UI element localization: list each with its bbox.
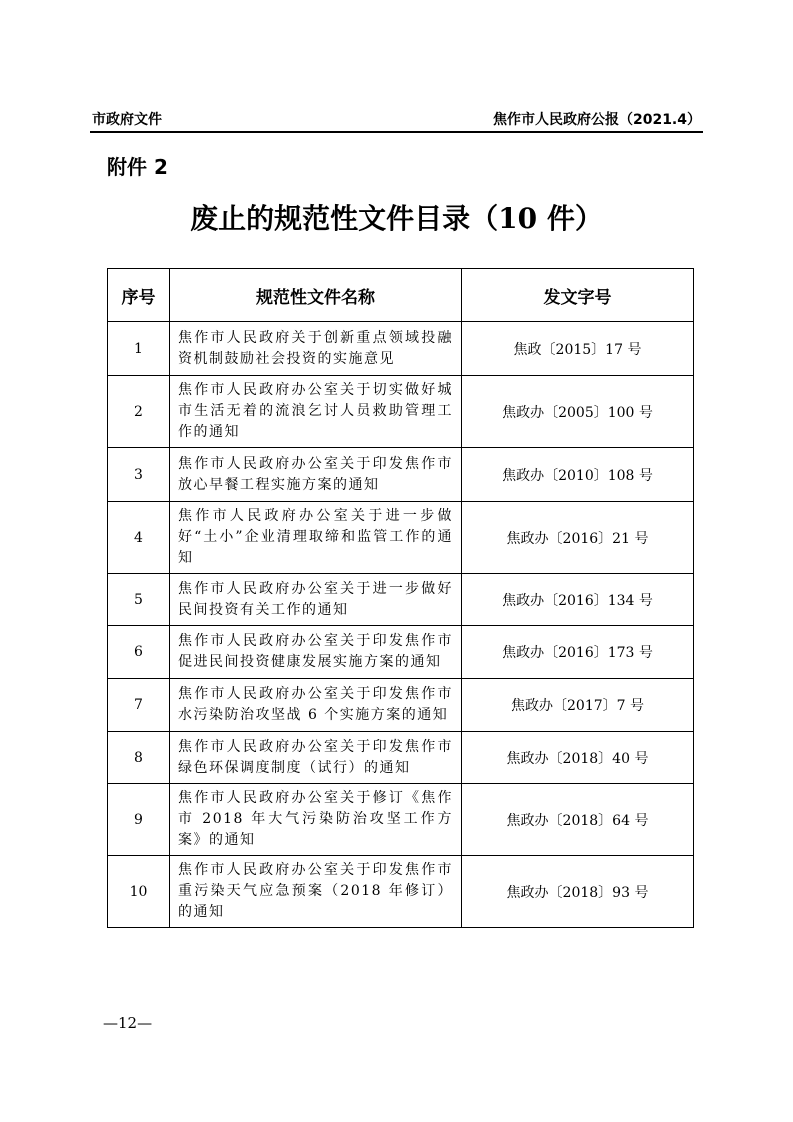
page-number: —12—: [103, 1014, 153, 1032]
document-number: 焦政办〔2016〕173 号: [462, 626, 694, 679]
table-row: [108, 322, 694, 376]
header-divider: [90, 131, 703, 133]
document-name: 焦作市人民政府办公室关于印发焦作市放心早餐工程实施方案的通知: [170, 448, 462, 502]
row-number: 9: [108, 784, 170, 856]
header-publication-title: 焦作市人民政府公报（2021.4）: [492, 112, 701, 128]
row-number: 1: [108, 322, 170, 376]
row-number: 10: [108, 856, 170, 928]
document-number: 焦政办〔2017〕7 号: [462, 679, 694, 732]
document-number: 焦政办〔2016〕21 号: [462, 502, 694, 574]
document-name: 焦作市人民政府办公室关于印发焦作市重污染天气应急预案（2018 年修订）的通知: [170, 856, 462, 928]
table-row: [108, 784, 694, 856]
document-number: 焦政办〔2010〕108 号: [462, 448, 694, 502]
table-row: [108, 448, 694, 502]
header-section-label: 市政府文件: [92, 112, 162, 128]
column-header-number: 序号: [108, 269, 170, 322]
document-name: 焦作市人民政府办公室关于修订《焦作市 2018 年大气污染防治攻坚工作方案》的通知: [170, 784, 462, 856]
document-number: 焦政办〔2018〕93 号: [462, 856, 694, 928]
table-row: [108, 679, 694, 732]
document-number: 焦政办〔2018〕40 号: [462, 732, 694, 784]
document-name: 焦作市人民政府办公室关于印发焦作市水污染防治攻坚战 6 个实施方案的通知: [170, 679, 462, 732]
row-number: 6: [108, 626, 170, 679]
document-number: 焦政办〔2016〕134 号: [462, 574, 694, 626]
document-number: 焦政〔2015〕17 号: [462, 322, 694, 376]
document-number: 焦政办〔2005〕100 号: [462, 376, 694, 448]
table-row: [108, 732, 694, 784]
table-row: [108, 376, 694, 448]
document-title: 废止的规范性文件目录（10 件）: [190, 202, 603, 235]
attachment-label: 附件 2: [107, 155, 168, 179]
row-number: 3: [108, 448, 170, 502]
row-number: 7: [108, 679, 170, 732]
document-name: 焦作市人民政府办公室关于进一步做好民间投资有关工作的通知: [170, 574, 462, 626]
row-number: 8: [108, 732, 170, 784]
repealed-documents-table: [107, 268, 694, 928]
document-number: 焦政办〔2018〕64 号: [462, 784, 694, 856]
table-row: [108, 856, 694, 928]
table-row: [108, 502, 694, 574]
table-row: [108, 626, 694, 679]
row-number: 5: [108, 574, 170, 626]
row-number: 2: [108, 376, 170, 448]
document-name: 焦作市人民政府办公室关于印发焦作市绿色环保调度制度（试行）的通知: [170, 732, 462, 784]
table-row: [108, 574, 694, 626]
document-name: 焦作市人民政府办公室关于切实做好城市生活无着的流浪乞讨人员救助管理工作的通知: [170, 376, 462, 448]
document-name: 焦作市人民政府办公室关于进一步做好“土小”企业清理取缔和监管工作的通知: [170, 502, 462, 574]
table-header-row: [108, 269, 694, 322]
column-header-document-name: 规范性文件名称: [170, 269, 462, 322]
column-header-document-number: 发文字号: [462, 269, 694, 322]
row-number: 4: [108, 502, 170, 574]
document-name: 焦作市人民政府办公室关于印发焦作市促进民间投资健康发展实施方案的通知: [170, 626, 462, 679]
document-name: 焦作市人民政府关于创新重点领域投融资机制鼓励社会投资的实施意见: [170, 322, 462, 376]
